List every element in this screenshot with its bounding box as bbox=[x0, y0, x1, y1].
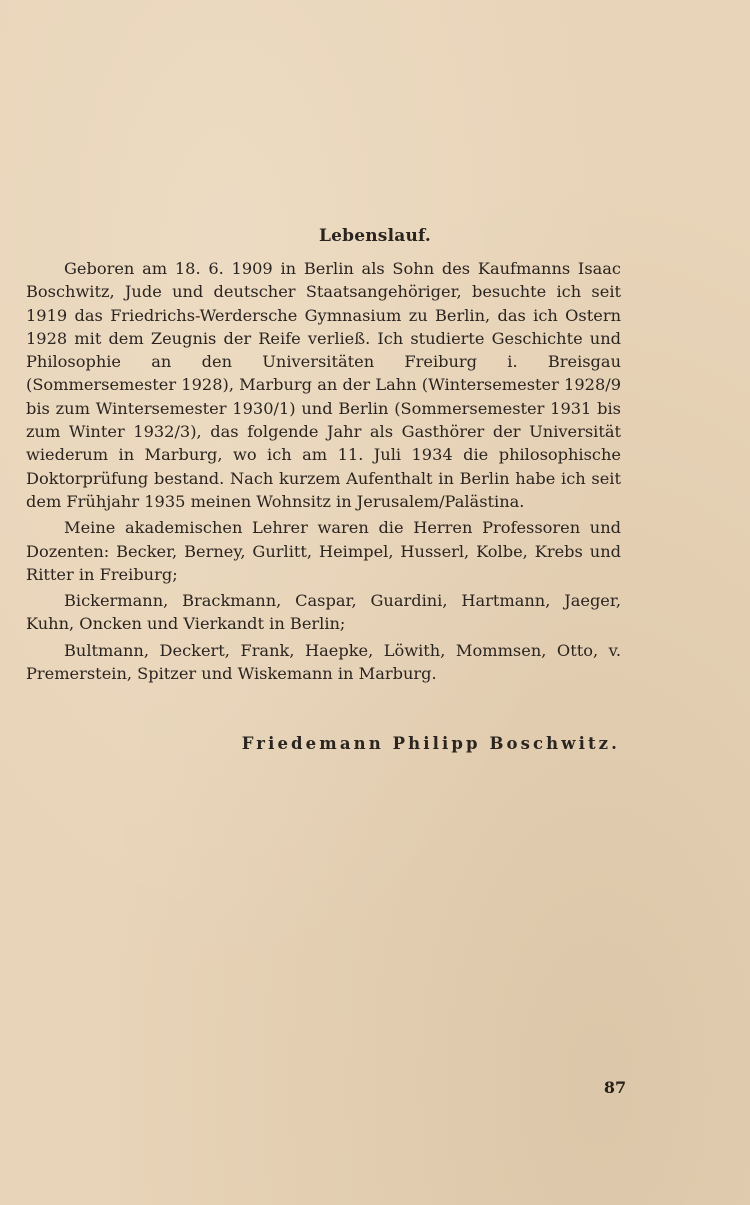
paragraph-teachers-freiburg: Meine akademischen Lehrer waren die Herren Professoren und Dozenten: Becker, Berney, Gurlitt, Heimpel, Husserl, Kolbe, Krebs und Ritter in Freiburg; bbox=[26, 518, 621, 584]
document-body bbox=[26, 257, 621, 688]
page-number: 87 bbox=[603, 1078, 627, 1097]
paragraph-teachers-berlin: Bickermann, Brackmann, Caspar, Guardini, Hartmann, Jaeger, Kuhn, Oncken und Vierkandt in Berlin; bbox=[26, 591, 621, 634]
document-title: Lebenslauf. bbox=[318, 226, 432, 246]
signature: Friedemann Philipp Boschwitz. bbox=[241, 734, 620, 753]
paragraph-biography: Geboren am 18. 6. 1909 in Berlin als Sohn des Kaufmanns Isaac Boschwitz, Jude und deutscher Staatsangehöriger, besuchte ich seit 1919 das Friedrichs-Werdersche Gymnasium zu Berlin, das ich Ostern 1928 mit dem Zeugnis der Reife verließ. Ich studierte Geschichte und Philosophie an den Universitäten Freiburg i. Breisgau (Sommersemester 1928), Marburg an der Lahn (Wintersemester 1928/9 bis zum Wintersemester 1930/1) und Berlin (Sommersemester 1931 bis zum Winter 1932/3), das folgende Jahr als Gasthörer der Universität wiederum in Marburg, wo ich am 11. Juli 1934 die philosophische Doktorprüfung bestand. Nach kurzem Aufenthalt in Berlin habe ich seit dem Frühjahr 1935 meinen Wohnsitz in Jerusalem/Palästina. bbox=[26, 259, 621, 511]
paragraph-teachers-marburg: Bultmann, Deckert, Frank, Haepke, Löwith, Mommsen, Otto, v. Premerstein, Spitzer und Wiskemann in Marburg. bbox=[26, 640, 621, 684]
